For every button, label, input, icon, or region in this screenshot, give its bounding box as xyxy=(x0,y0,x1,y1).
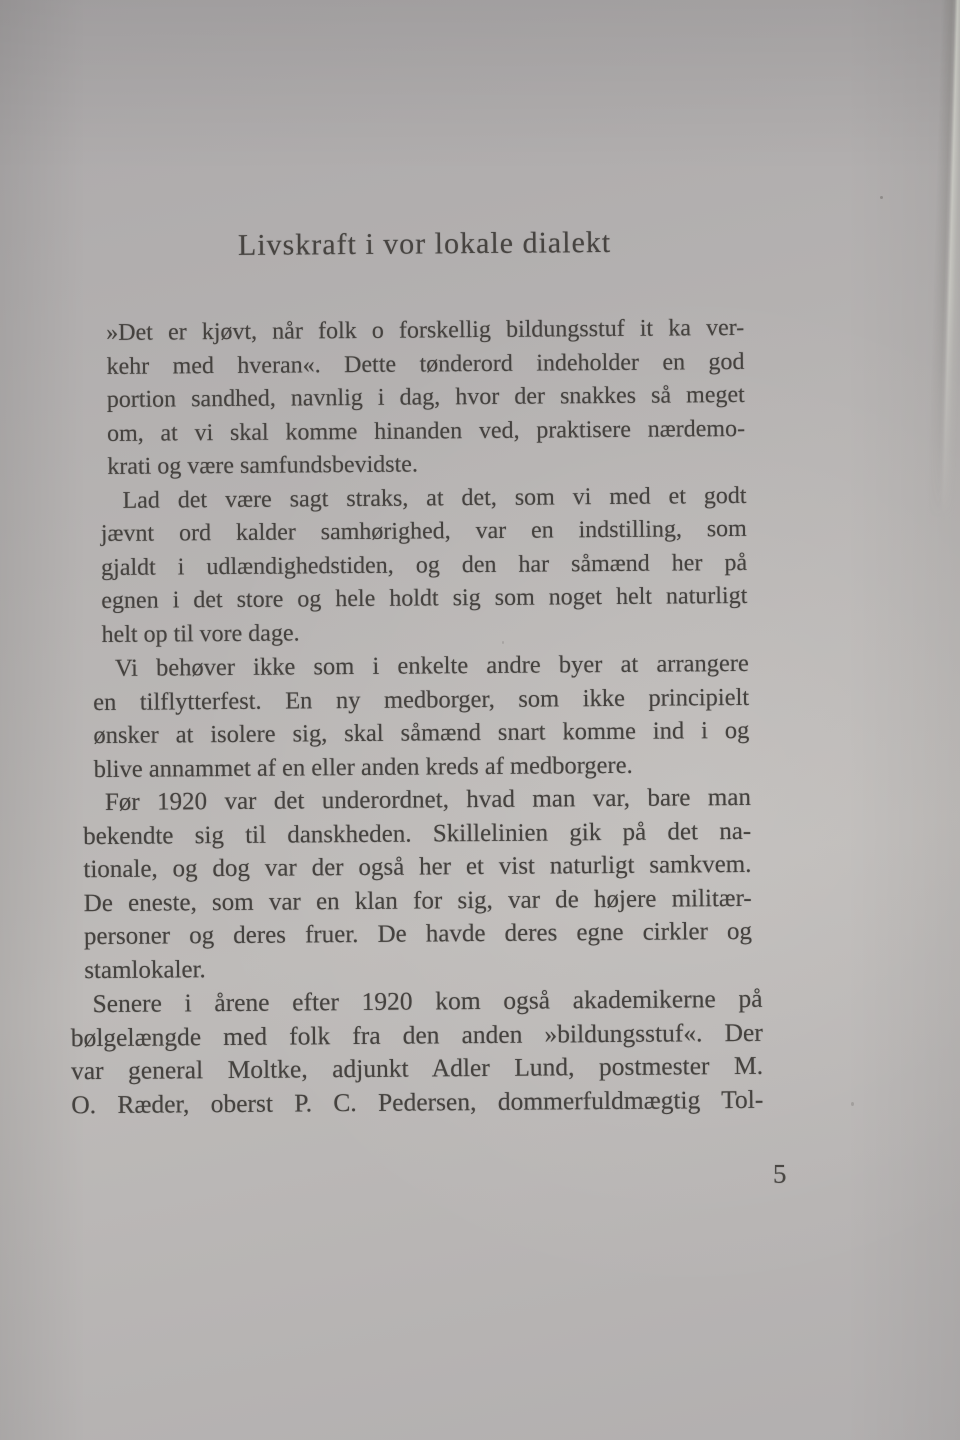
text-line: O. Ræder, oberst P. C. Pedersen, dommerfuldmægtig Tol- xyxy=(71,1084,764,1119)
paper-speck xyxy=(502,641,504,644)
text-line: jævnt ord kalder samhørighed, var en indstilling, som xyxy=(100,515,747,547)
text-line: var general Moltke, adjunkt Adler Lund, postmester M. xyxy=(70,1050,764,1086)
text-line: Senere i årene efter 1920 kom også akademikerne på xyxy=(92,983,763,1019)
text-line: bølgelængde med folk fra den anden »bildungsstuf«. Der xyxy=(70,1017,763,1052)
paper-speck xyxy=(851,1102,854,1106)
paragraph-4 xyxy=(83,781,753,987)
text-block xyxy=(0,310,960,1122)
text-line: »Det er kjøvt, når folk o forskellig bildungsstuf it ka ver- xyxy=(106,314,745,346)
text-line: Vi behøver ikke som i enkelte andre byer at arrangere xyxy=(114,649,749,682)
paragraph-5 xyxy=(70,982,763,1121)
page-number: 5 xyxy=(772,1158,787,1189)
paragraph-2 xyxy=(100,479,747,652)
paragraph-1 xyxy=(106,312,745,485)
text-line: stamlokaler. xyxy=(84,955,206,984)
text-line: De eneste, som var en klan for sig, var de højere militær- xyxy=(83,884,752,917)
paragraph-3 xyxy=(93,647,750,786)
text-line: blive annammet af en eller anden kreds af medborgere. xyxy=(93,751,633,783)
text-line: gjaldt i udlændighedstiden, og den har såmænd her på xyxy=(100,549,748,581)
text-line: en tilflytterfest. En ny medborger, som ikke principielt xyxy=(93,683,750,716)
text-line: kehr med hveran«. Dette tønderord indeholder en god xyxy=(106,348,745,380)
text-line: krati og være samfundsbevidste. xyxy=(107,451,419,480)
text-line: egnen i det store og hele holdt sig som noget helt naturligt xyxy=(101,582,748,614)
text-line: ønsker at isolere sig, skal såmænd snart komme ind i og xyxy=(93,716,750,750)
text-line: Før 1920 var det underordnet, hvad man var, bare man xyxy=(104,783,752,816)
text-line: bekendte sig til danskheden. Skillelinien gik på det na- xyxy=(83,817,752,850)
text-line: Lad det være sagt straks, at det, som vi med et godt xyxy=(122,482,747,514)
text-line: helt op til vore dage. xyxy=(101,619,300,648)
text-line: om, at vi skal komme hinanden ved, praktisere nærdemo- xyxy=(106,415,746,447)
text-line: portion sandhed, navnlig i dag, hvor der snakkes så meget xyxy=(106,381,745,413)
page-title: Livskraft i vor lokale dialekt xyxy=(237,225,612,262)
paper-speck xyxy=(880,196,883,199)
text-line: tionale, og dog var der også her et vist naturligt samkvem. xyxy=(83,850,752,884)
text-line: personer og deres fruer. De havde deres egne cirkler og xyxy=(83,917,753,951)
